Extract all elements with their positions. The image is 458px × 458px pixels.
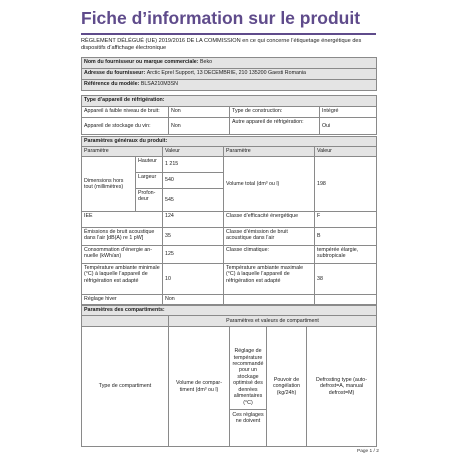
col-header-value: Valeur (163, 147, 224, 157)
noise-emission-value: 35 (163, 228, 224, 246)
low-noise-label: Appareil à faible niveau de bruit: (82, 107, 169, 118)
depth-value: 545 (163, 189, 224, 212)
total-volume-label: Volume total (dm³ ou l) (224, 157, 315, 212)
supplier-name-label: Nom du fournisseur ou marque commerciale: (84, 59, 199, 65)
compartments-table (81, 305, 377, 447)
total-volume-value: 198 (315, 157, 377, 212)
general-params-heading: Paramètres généraux du produit: (82, 137, 377, 147)
compartment-values-heading: Paramètres et valeurs de compartiment (169, 316, 377, 327)
winter-setting-label: Réglage hiver (82, 295, 163, 305)
document-title: Fiche d’information sur le produit (81, 8, 361, 28)
empty-cell (224, 295, 315, 305)
model-reference-value: BLSA210M3SN (140, 81, 178, 87)
recommended-temp-text: Réglage de température recommandé pour un stockage optimisé des denrées alimentaires (°C) (232, 348, 264, 406)
col-header-value-2: Valeur (315, 147, 377, 157)
compartment-params-heading: Paramètres des compartiments: (82, 306, 377, 316)
width-label: Largeur (136, 173, 163, 189)
energy-class-value: F (315, 212, 377, 228)
model-reference-label: Référence du modèle: (84, 81, 140, 87)
recommended-temp-note: Ces réglages ne doivent (230, 409, 266, 425)
compartment-type-label: Type de compartiment (82, 327, 169, 447)
appliance-type-table (81, 95, 377, 135)
compartment-volume-label: Volume de compartiment (dm³ ou l) (169, 327, 230, 447)
supplier-name-row (82, 58, 377, 69)
height-label: Hauteur (136, 157, 163, 173)
supplier-address-value: Arctic Eprel Support, 13 DECEMBRIE, 210 135200 Gaesti Romania (146, 70, 306, 76)
depth-label: Profondeur (136, 189, 163, 212)
iee-value: 124 (163, 212, 224, 228)
min-ambient-temp-value: 10 (163, 264, 224, 295)
model-reference-row (82, 80, 377, 91)
title-underline (81, 33, 376, 35)
appliance-type-heading: Type d’appareil de réfrigération: (82, 96, 377, 107)
supplier-address-row (82, 69, 377, 80)
iee-label: IEE (82, 212, 163, 228)
other-appliance-value: Oui (320, 118, 377, 135)
dimensions-label: Dimensions hors tout (millimètres) (82, 157, 136, 212)
general-params-table (81, 136, 377, 305)
empty-header-cell (82, 316, 169, 327)
wine-storage-label: Appareil de stockage du vin: (82, 118, 169, 135)
recommended-temp-label (230, 327, 267, 447)
supplier-name-value: Beko (199, 59, 213, 65)
col-header-param: Paramètre (82, 147, 163, 157)
energy-consumption-value: 125 (163, 246, 224, 264)
winter-setting-value: Non (163, 295, 224, 305)
supplier-address-label: Adresse du fournisseur: (84, 70, 146, 76)
energy-consumption-label: Consommation d’énergie annuelle (kWh/an) (82, 246, 163, 264)
page-number: Page 1 / 2 (357, 449, 379, 454)
climate-class-label: Classe climatique: (224, 246, 315, 264)
wine-storage-value: Non (169, 118, 230, 135)
climate-class-value: tempérée élargie, subtropicale (315, 246, 377, 264)
freezing-capacity-label: Pouvoir de congélation (kg/24h) (267, 327, 307, 447)
construction-type-label: Type de construction: (230, 107, 320, 118)
defrosting-type-label: Defrosting type (auto-defrost=A, manual defrost=M) (307, 327, 377, 447)
supplier-table (81, 57, 377, 91)
empty-cell (315, 295, 377, 305)
regulation-text: RÈGLEMENT DÉLÉGUÉ (UE) 2019/2016 DE LA COMMISSION en ce qui concerne l’étiquetage énergétique des dispositifs d’affichage électronique (81, 38, 362, 52)
noise-emission-label: Émissions de bruit acoustique dans l’air [dB(A) re 1 pW] (82, 228, 163, 246)
height-value: 1 215 (163, 157, 224, 173)
max-ambient-temp-label: Température ambiante maximale (°C) à laquelle l’appareil de réfrigération est adapté (224, 264, 315, 295)
width-value: 540 (163, 173, 224, 189)
construction-type-value: Intégré (320, 107, 377, 118)
noise-class-value: B (315, 228, 377, 246)
col-header-param-2: Paramètre (224, 147, 315, 157)
low-noise-value: Non (169, 107, 230, 118)
energy-class-label: Classe d’efficacité énergétique (224, 212, 315, 228)
noise-class-label: Classe d’émission de bruit acoustique dans l’air (224, 228, 315, 246)
min-ambient-temp-label: Température ambiante minimale (°C) à laquelle l’appareil de réfrigération est adapté (82, 264, 163, 295)
other-appliance-label: Autre appareil de réfrigération: (230, 118, 320, 135)
max-ambient-temp-value: 38 (315, 264, 377, 295)
